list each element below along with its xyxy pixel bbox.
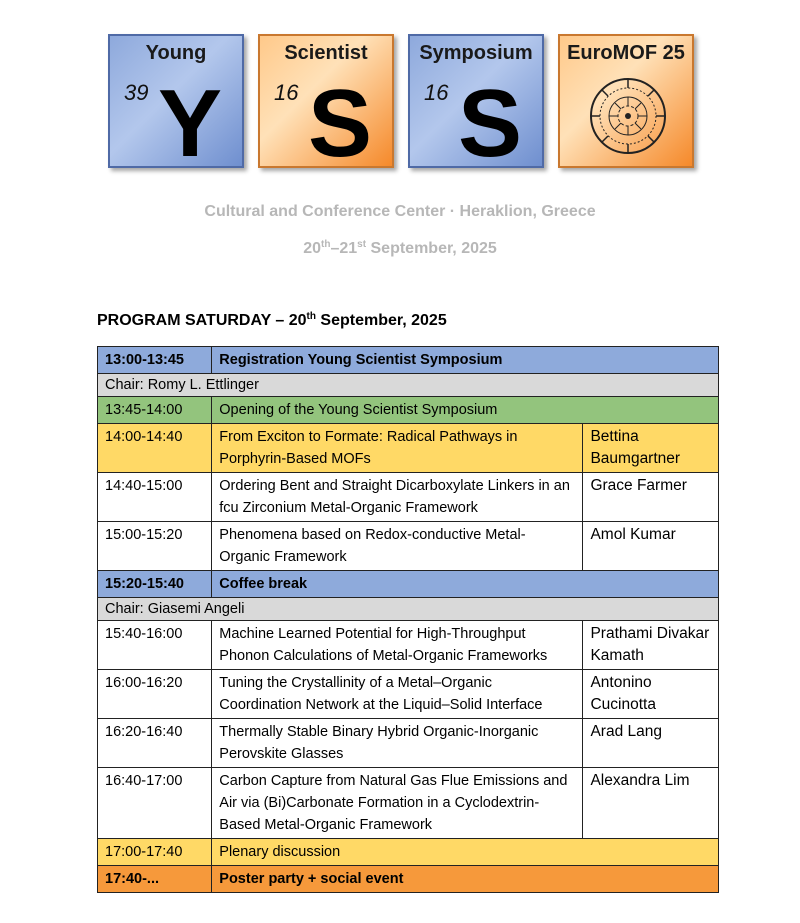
time-cell: 15:20-15:40 — [98, 571, 212, 598]
time-cell: 17:00-17:40 — [98, 839, 212, 866]
talk-row — [98, 768, 719, 839]
venue-line: Cultural and Conference Center · Heraklion, Greece — [204, 203, 596, 220]
speaker-cell: Prathami Divakar Kamath — [583, 621, 719, 670]
time-cell: 13:45-14:00 — [98, 397, 212, 424]
tile-symposium — [408, 34, 544, 177]
talk-row — [98, 670, 719, 719]
time-cell: 16:00-16:20 — [98, 670, 212, 719]
title-cell: From Exciton to Formate: Radical Pathways in Porphyrin-Based MOFs — [212, 424, 583, 473]
time-cell: 13:00-13:45 — [98, 347, 212, 374]
chair-label: Chair: Giasemi Angeli — [98, 598, 719, 621]
title-cell: Registration Young Scientist Symposium — [212, 347, 719, 374]
chair-row — [98, 374, 719, 397]
talk-row — [98, 719, 719, 768]
title-cell: Machine Learned Potential for High-Throughput Phonon Calculations of Metal-Organic Frameworks — [212, 621, 583, 670]
title-cell: Phenomena based on Redox-conductive Metal-Organic Framework — [212, 522, 583, 571]
session-row — [98, 347, 719, 374]
session-row — [98, 839, 719, 866]
speaker-cell: Arad Lang — [583, 719, 719, 768]
time-cell: 14:00-14:40 — [98, 424, 212, 473]
time-cell: 16:20-16:40 — [98, 719, 212, 768]
phaistos-disc-seal-icon — [588, 76, 668, 156]
tile-word: Young — [145, 42, 207, 64]
tile-number: 39 — [124, 80, 149, 105]
talk-row — [98, 621, 719, 670]
speaker-cell: Grace Farmer — [583, 473, 719, 522]
tile-letter: S — [458, 70, 523, 177]
tile-number: 16 — [274, 80, 299, 105]
talk-row — [98, 424, 719, 473]
title-cell: Carbon Capture from Natural Gas Flue Emissions and Air via (Bi)Carbonate Formation in a Cyclodextrin-Based Metal-Organic Framework — [212, 768, 583, 839]
title-cell: Ordering Bent and Straight Dicarboxylate Linkers in an fcu Zirconium Metal-Organic Framework — [212, 473, 583, 522]
speaker-cell: Alexandra Lim — [583, 768, 719, 839]
speaker-cell: Bettina Baumgartner — [583, 424, 719, 473]
tile-letter: Y — [158, 70, 223, 177]
session-row — [98, 397, 719, 424]
time-cell: 15:40-16:00 — [98, 621, 212, 670]
talk-row — [98, 473, 719, 522]
program-table — [97, 346, 719, 893]
speaker-cell: Antonino Cucinotta — [583, 670, 719, 719]
time-cell: 16:40-17:00 — [98, 768, 212, 839]
program-heading: PROGRAM SATURDAY – 20th September, 2025 — [97, 311, 447, 329]
title-cell: Opening of the Young Scientist Symposium — [212, 397, 719, 424]
title-cell: Tuning the Crystallinity of a Metal–Organic Coordination Network at the Liquid–Solid Interface — [212, 670, 583, 719]
tile-scientist — [258, 34, 394, 177]
talk-row — [98, 522, 719, 571]
tile-euromof — [558, 34, 694, 168]
session-row — [98, 866, 719, 893]
tile-young — [108, 34, 244, 177]
title-cell: Poster party + social event — [212, 866, 719, 893]
tile-word: Scientist — [284, 42, 368, 64]
time-cell: 17:40-... — [98, 866, 212, 893]
title-cell: Thermally Stable Binary Hybrid Organic-Inorganic Perovskite Glasses — [212, 719, 583, 768]
speaker-cell: Amol Kumar — [583, 522, 719, 571]
chair-label: Chair: Romy L. Ettlinger — [98, 374, 719, 397]
tile-letter: S — [308, 70, 373, 177]
time-cell: 14:40-15:00 — [98, 473, 212, 522]
chair-row — [98, 598, 719, 621]
tile-word: EuroMOF 25 — [567, 42, 685, 64]
time-cell: 15:00-15:20 — [98, 522, 212, 571]
title-cell: Coffee break — [212, 571, 719, 598]
header-logo-tiles — [108, 34, 698, 177]
session-row — [98, 571, 719, 598]
dates-line: 20th–21st September, 2025 — [303, 239, 497, 257]
title-cell: Plenary discussion — [212, 839, 719, 866]
tile-word: Symposium — [419, 42, 533, 64]
tile-number: 16 — [424, 80, 449, 105]
